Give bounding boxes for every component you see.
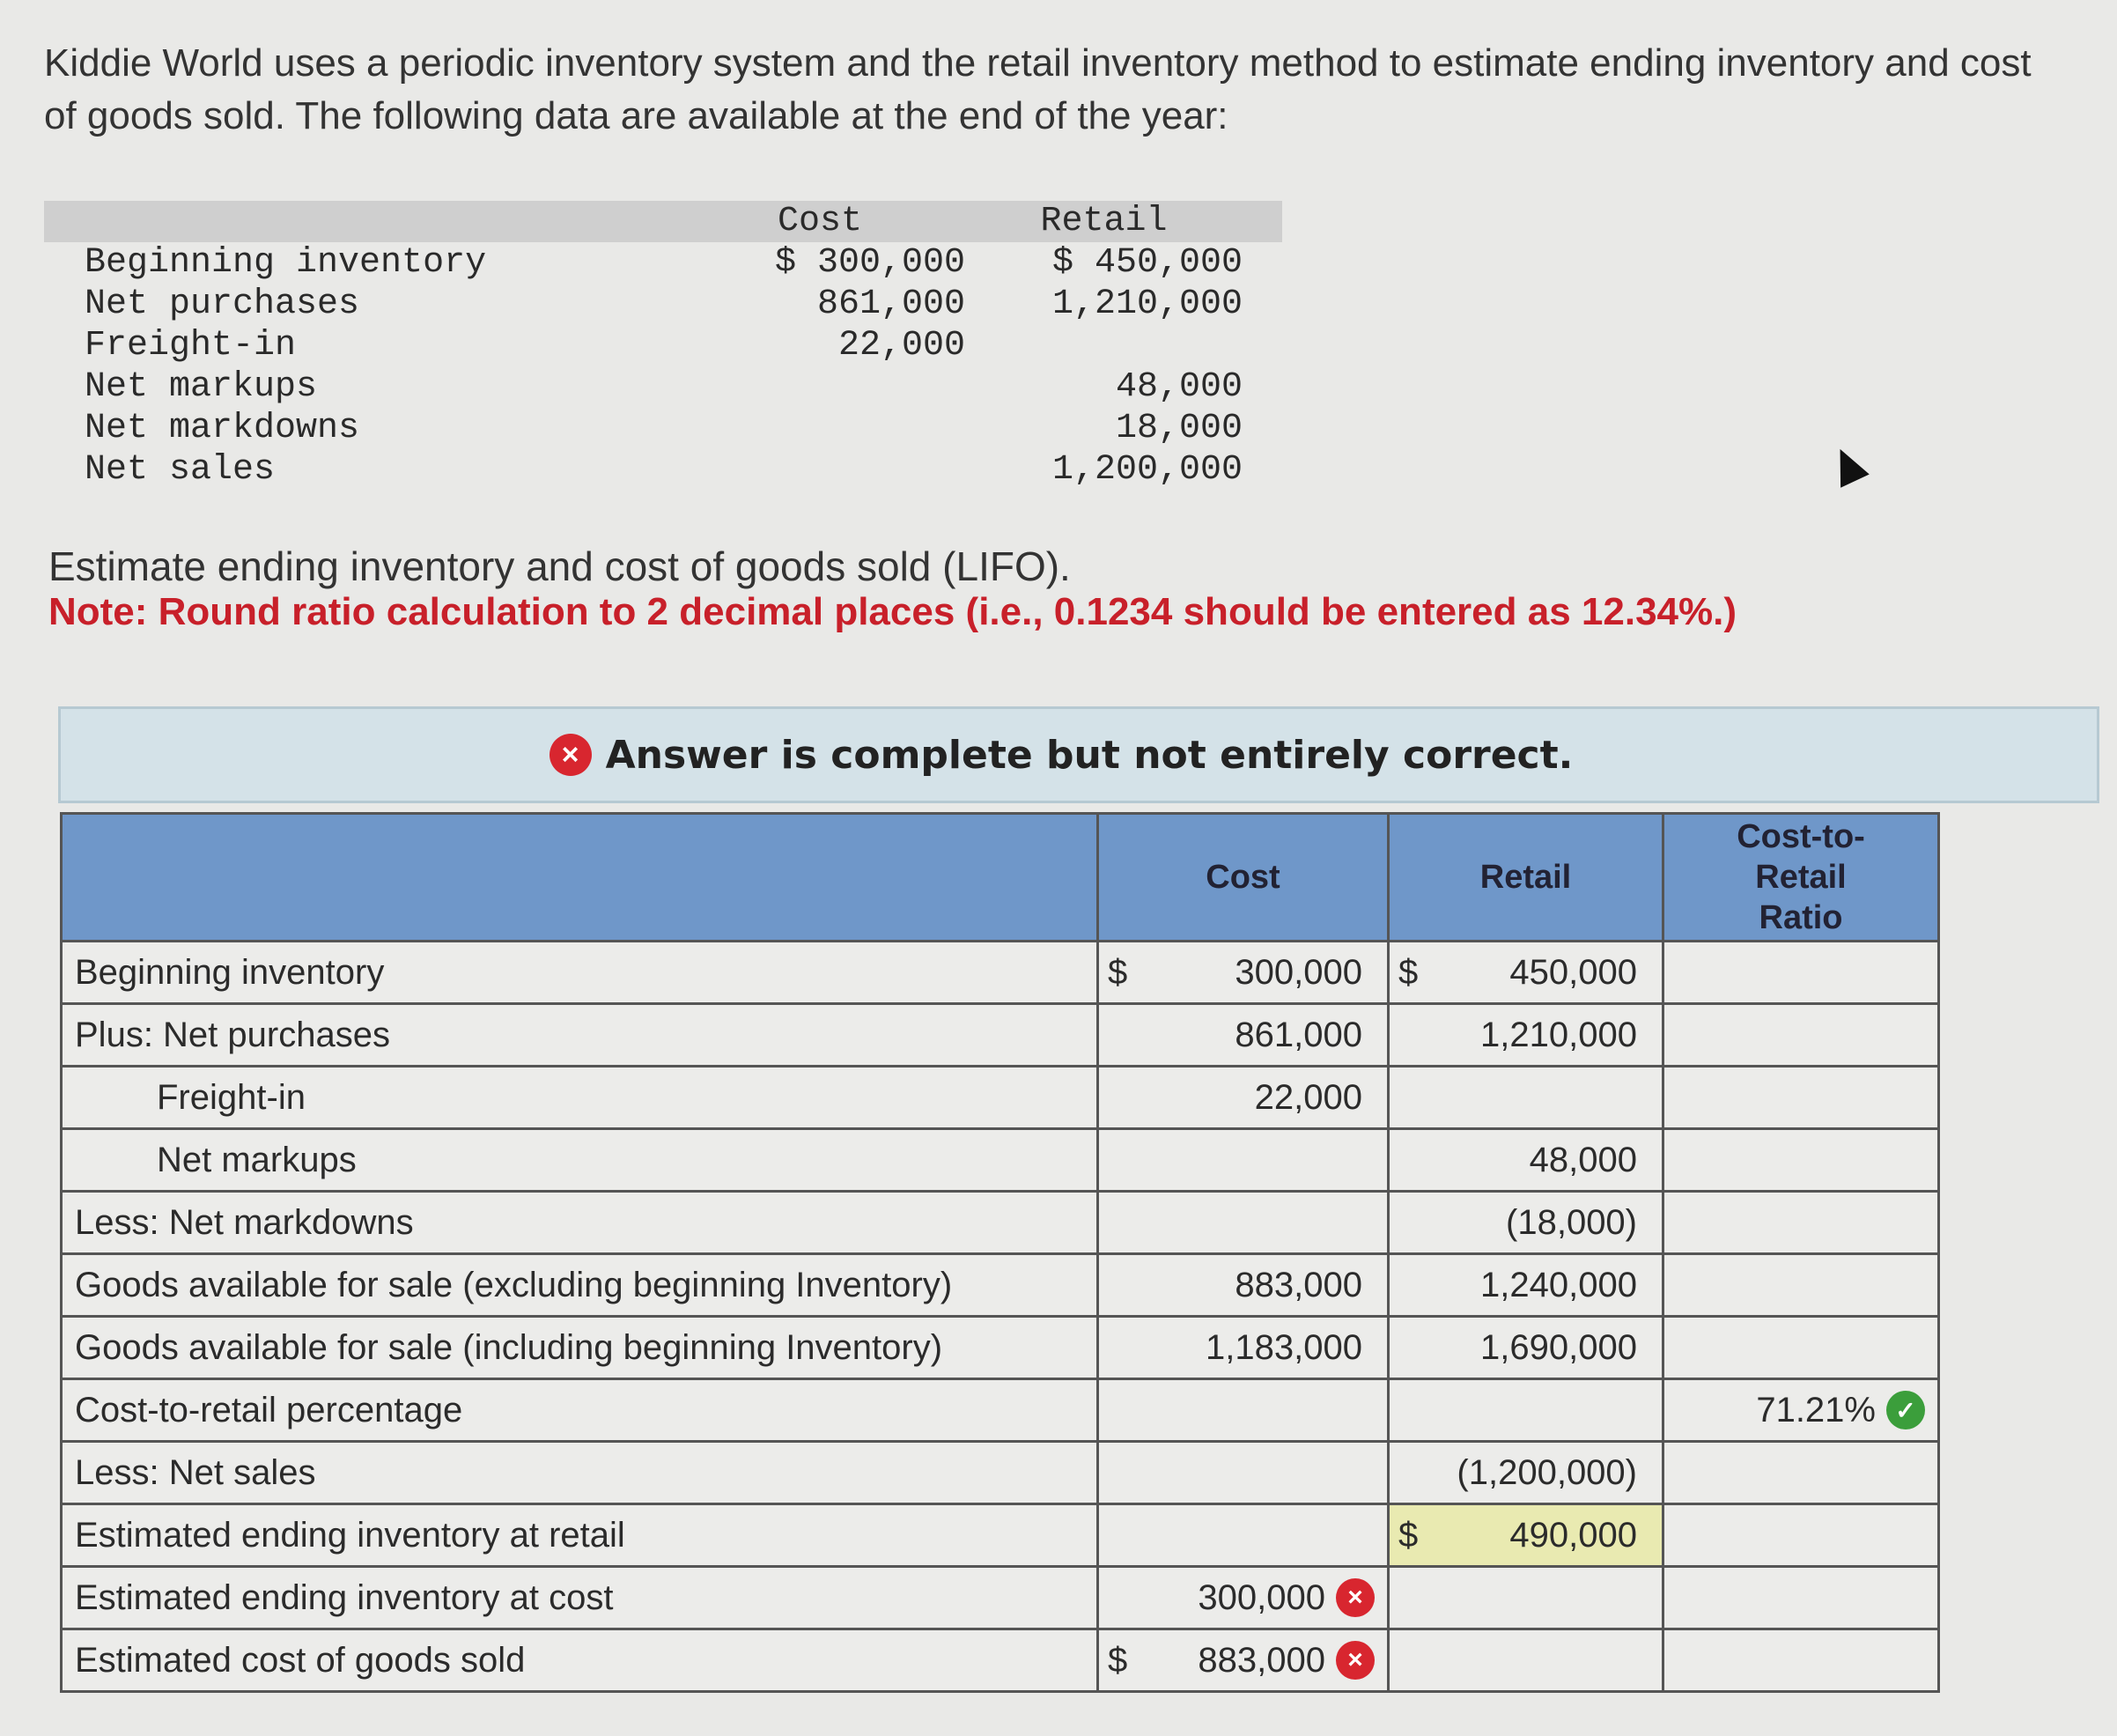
row-label: Beginning inventory (62, 942, 1098, 1004)
cost-input[interactable]: $ 883,000 × (1098, 1629, 1389, 1692)
cost-input[interactable] (1098, 1379, 1389, 1442)
given-row-cost (675, 449, 965, 491)
rounding-note: Note: Round ratio calculation to 2 decimal places (i.e., 0.1234 should be entered as 12.34%.) (48, 590, 1737, 633)
ratio-cell (1663, 1192, 1939, 1254)
ratio-cell (1663, 1629, 1939, 1692)
given-row-retail: 1,200,000 (1051, 450, 1243, 490)
ratio-cell (1663, 942, 1939, 1004)
answer-header-cost: Cost (1098, 814, 1389, 942)
given-row-cost (675, 366, 965, 408)
given-row-label: Freight-in (85, 326, 297, 366)
row-label: Plus: Net purchases (62, 1004, 1098, 1067)
given-row (44, 284, 1282, 325)
given-row (44, 408, 1282, 449)
row-label: Freight-in (62, 1067, 1098, 1129)
row-label: Less: Net markdowns (62, 1192, 1098, 1254)
retail-input[interactable] (1389, 1629, 1663, 1692)
given-row-retail: 18,000 (1115, 409, 1243, 448)
given-row-label: Net markdowns (85, 409, 360, 448)
x-circle-icon: × (1336, 1578, 1375, 1617)
row-label: Net markups (62, 1129, 1098, 1192)
ratio-cell (1663, 1567, 1939, 1629)
given-row-cost: 861,000 (816, 284, 965, 324)
cost-input[interactable]: 1,183,000 (1098, 1317, 1389, 1379)
row-label: Goods available for sale (excluding beginning Inventory) (62, 1254, 1098, 1317)
given-row-cost: 22,000 (837, 326, 965, 366)
cost-input[interactable] (1098, 1504, 1389, 1567)
cost-input[interactable] (1098, 1442, 1389, 1504)
table-row (62, 1317, 1939, 1379)
given-row-retail: $ 450,000 (1051, 243, 1243, 283)
cost-input[interactable]: 861,000 (1098, 1004, 1389, 1067)
retail-input[interactable]: 1,210,000 (1389, 1004, 1663, 1067)
ratio-cell (1663, 1004, 1939, 1067)
ratio-cell (1663, 1317, 1939, 1379)
feedback-message: Answer is complete but not entirely correct. (605, 732, 1574, 778)
table-row (62, 942, 1939, 1004)
ratio-cell (1663, 1504, 1939, 1567)
retail-input[interactable]: $ 490,000 (1389, 1504, 1663, 1567)
row-label: Cost-to-retail percentage (62, 1379, 1098, 1442)
table-row (62, 1504, 1939, 1567)
answer-header-blank (62, 814, 1098, 942)
row-label: Estimated cost of goods sold (62, 1629, 1098, 1692)
ratio-input[interactable]: 71.21% ✓ (1663, 1379, 1939, 1442)
answer-header-ratio: Cost-to-Retail Ratio (1663, 814, 1939, 942)
given-row (44, 449, 1282, 491)
ratio-cell (1663, 1067, 1939, 1129)
given-row (44, 325, 1282, 366)
given-header-retail: Retail (1040, 202, 1168, 241)
x-circle-icon: × (550, 734, 592, 776)
ratio-cell (1663, 1254, 1939, 1317)
table-row (62, 1442, 1939, 1504)
retail-input[interactable]: 1,240,000 (1389, 1254, 1663, 1317)
row-label: Less: Net sales (62, 1442, 1098, 1504)
given-row-label: Net purchases (85, 284, 360, 324)
given-row-label: Net sales (85, 450, 276, 490)
given-data-table (44, 201, 1282, 491)
retail-input[interactable]: 1,690,000 (1389, 1317, 1663, 1379)
retail-input[interactable]: $ 450,000 (1389, 942, 1663, 1004)
table-row (62, 1129, 1939, 1192)
check-circle-icon: ✓ (1886, 1391, 1925, 1429)
x-circle-icon: × (1336, 1641, 1375, 1680)
retail-input[interactable]: (18,000) (1389, 1192, 1663, 1254)
retail-input[interactable] (1389, 1067, 1663, 1129)
retail-input[interactable]: (1,200,000) (1389, 1442, 1663, 1504)
table-row (62, 1567, 1939, 1629)
given-row-retail: 1,210,000 (1051, 284, 1243, 324)
given-row-label: Net markups (85, 367, 318, 407)
given-row-label: Beginning inventory (85, 243, 487, 283)
given-row-cost: $ 300,000 (774, 243, 965, 283)
retail-input[interactable]: 48,000 (1389, 1129, 1663, 1192)
given-row-retail (965, 325, 1243, 366)
given-header-cost: Cost (777, 202, 862, 241)
feedback-banner (58, 706, 2099, 803)
table-row (62, 1004, 1939, 1067)
retail-input[interactable] (1389, 1567, 1663, 1629)
given-row (44, 242, 1282, 284)
given-row-cost (675, 408, 965, 449)
retail-input[interactable] (1389, 1379, 1663, 1442)
ratio-cell (1663, 1129, 1939, 1192)
problem-intro: Kiddie World uses a periodic inventory system and the retail inventory method to estimate ending inventory and cost of goods sold. The following data are available at the end of the year: (44, 41, 2032, 137)
table-row (62, 1379, 1939, 1442)
cost-input[interactable]: $ 300,000 (1098, 942, 1389, 1004)
row-label: Estimated ending inventory at cost (62, 1567, 1098, 1629)
given-row-retail: 48,000 (1115, 367, 1243, 407)
table-row (62, 1192, 1939, 1254)
cost-input[interactable] (1098, 1192, 1389, 1254)
cost-input[interactable] (1098, 1129, 1389, 1192)
cost-input[interactable]: 22,000 (1098, 1067, 1389, 1129)
cost-input[interactable]: 883,000 (1098, 1254, 1389, 1317)
table-row (62, 1254, 1939, 1317)
cost-input[interactable]: 300,000 × (1098, 1567, 1389, 1629)
given-row (44, 366, 1282, 408)
ratio-cell (1663, 1442, 1939, 1504)
instruction-text: Estimate ending inventory and cost of goods sold (LIFO). (48, 543, 1071, 589)
answer-header-retail: Retail (1389, 814, 1663, 942)
table-row (62, 1067, 1939, 1129)
row-label: Estimated ending inventory at retail (62, 1504, 1098, 1567)
table-row (62, 1629, 1939, 1692)
row-label: Goods available for sale (including beginning Inventory) (62, 1317, 1098, 1379)
mouse-cursor-icon (1826, 442, 1870, 487)
answer-table (60, 812, 1940, 1693)
